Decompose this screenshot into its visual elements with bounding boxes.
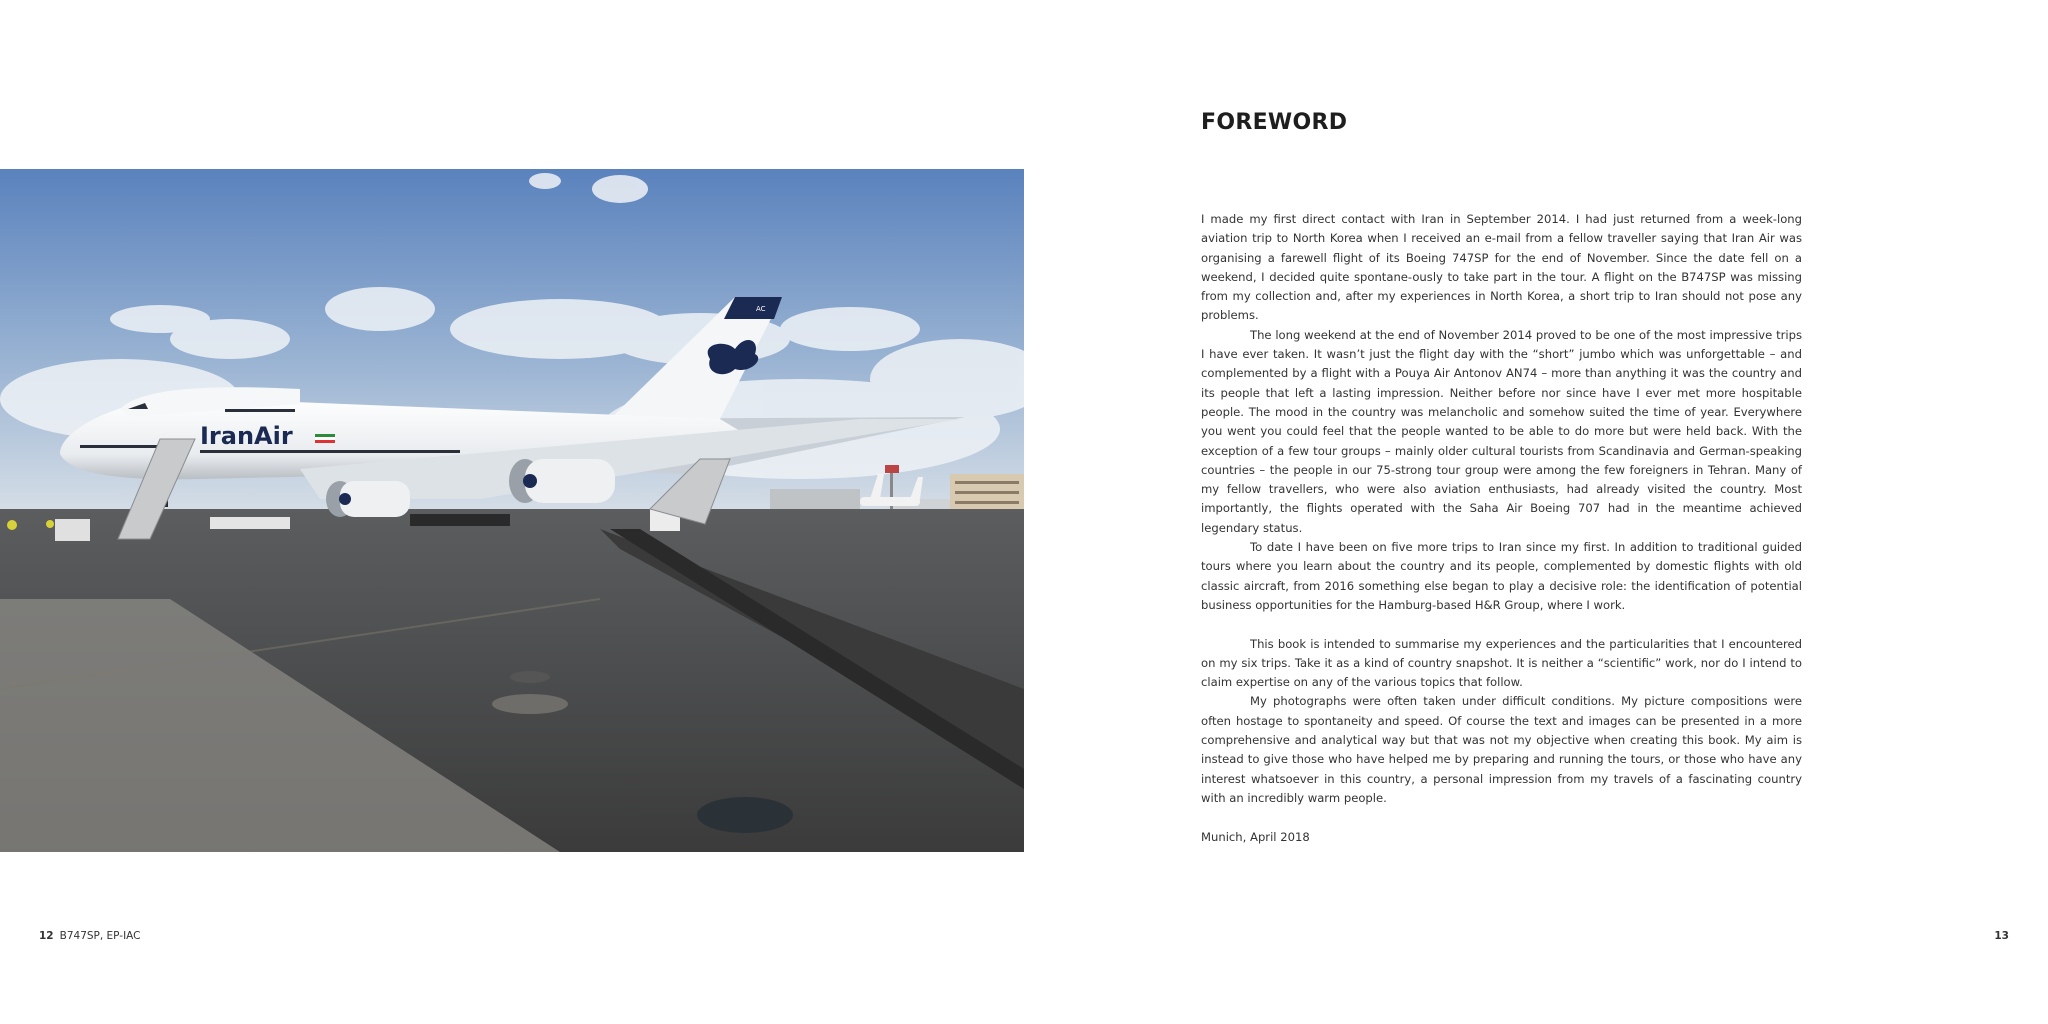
paragraph: The long weekend at the end of November 2014 proved to be one of the most impressive trips I have ever taken. It wasn’t just the flight day with the “short” jumbo which was unforgettable – and complemented by a flight with a Pouya Air Antonov AN74 – more than anything it was the country and its people that left a lasting impression. Neither before nor since have I ever met more hospitable people. The mood in the country was melancholic and somehow suited the time of year. Everywhere you went you could feel that the people wanted to be able to do more but were held back. With the exception of a few tour groups – mainly older cultural tourists from Scandinavia and German-speaking countries – the people in our 75-strong tour group were among the few foreigners in Tehran. Many of my fellow travellers, who were also aviation enthusiasts, had already visited the country. Most importantly, the flights operated with the Saha Air Boeing 707 had in the meantime achieved legendary status. bbox=[1201, 327, 1802, 535]
left-photo-caption: B747SP, EP-IAC bbox=[59, 930, 141, 942]
right-page-number: 13 bbox=[1994, 930, 2009, 942]
paragraph: I made my first direct contact with Iran in September 2014. I had just returned from a week-long aviation trip to North Korea when I received an e-mail from a fellow traveller saying that Iran Air was organising a farewell flight of its Boeing 747SP for the end of November. Since the date fell on a weekend, I decided quite spontane-ously to take part in the tour. A flight on the B747SP was missing from my collection and, after my experiences in North Korea, a short trip to Iran should not pose any problems. bbox=[1201, 212, 1802, 323]
left-page-number: 12 bbox=[39, 930, 54, 942]
livery-title: IranAir bbox=[200, 422, 293, 450]
foreword-body bbox=[1201, 210, 1802, 847]
airplane-photo bbox=[0, 169, 1024, 852]
paragraph: This book is intended to summarise my experiences and the particularities that I encountered on my six trips. Take it as a kind of country snapshot. It is neither a “scientific” work, nor do I intend to claim expertise on any of the various topics that follow. bbox=[1201, 636, 1802, 690]
signoff: Munich, April 2018 bbox=[1201, 829, 1310, 844]
page-title: FOREWORD bbox=[1201, 110, 1348, 135]
left-folio bbox=[39, 930, 141, 942]
paragraph: My photographs were often taken under difficult conditions. My picture compositions were often hostage to spontaneity and speed. Of course the text and images can be presented in a more comprehensive and analytical way but that was not my objective when creating this book. My aim is instead to give those who have helped me by preparing and running the tours, or those who have any interest whatsoever in this country, a personal impression from my travels of a fascinating country with an incredibly warm people. bbox=[1201, 694, 1802, 805]
tail-code: AC bbox=[756, 305, 766, 313]
paragraph: To date I have been on five more trips to Iran since my first. In addition to traditional guided tours where you learn about the country and its people, complemented by domestic flights with old classic aircraft, from 2016 something else began to play a decisive role: the identification of potential business opportunities for the Hamburg-based H&R Group, where I work. bbox=[1201, 540, 1802, 612]
